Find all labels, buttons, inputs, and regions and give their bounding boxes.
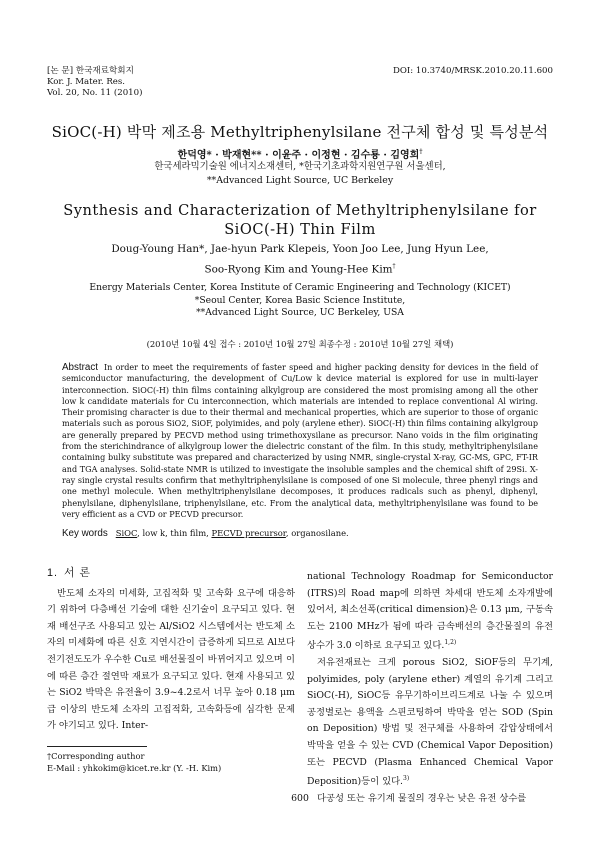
- right-column: [307, 569, 553, 808]
- abstract: [62, 362, 538, 520]
- english-authors-line-2-wrap: [0, 258, 600, 278]
- section-title: 서 론: [64, 567, 91, 579]
- english-affiliation-2: *Seoul Center, Korea Basic Science Institute,: [194, 294, 406, 306]
- intro-paragraph-2-text: 저유전재료는 크게 porous SiO2, SiOF등의 무기계, polyimides, poly (arylene ether) 계열의 유기계 그리고 SiOC(-H), SiOC등 유무기하이브리드계로 나눌 수 있으며 공정별로는 용액을 스핀코팅하여 박막을 얻는 SOD (Spin on Deposition) 방법 및 전구체를 사용하여 감압상태에서 박막을 얻을 수 있는 CVD (Chemical Vapor Deposition) 또는 PECVD (Plasma Enhanced Chemical Vapor Deposition)등이 있다.: [307, 657, 553, 788]
- english-affiliation-3: **Advanced Light Source, UC Berkeley, USA: [196, 307, 404, 318]
- english-title: [0, 202, 600, 239]
- doi: DOI: 10.3740/MRSK.2010.20.11.600: [392, 66, 553, 76]
- intro-paragraph-1-cont-text: national Technology Roadmap for Semiconductor (ITRS)의 Road map에 의하면 차세대 반도체 소자개발에 있어서, 최소선폭(critical dimension)은 0.13 μm, 구동속도는 2100 MHz가 됨에 따라 금속배선의 층간물질의 유전상수가 3.0 이하로 요구되고 있다.: [307, 571, 553, 652]
- journal-line-3: Vol. 20, No. 11 (2010): [47, 88, 143, 98]
- keyword-sioc: SiOC: [115, 528, 138, 538]
- author-email: E-Mail : yhkokim@kicet.re.kr (Y. -H. Kim): [47, 763, 222, 773]
- intro-paragraph-2: [307, 655, 553, 791]
- journal-line-2: Kor. J. Mater. Res.: [47, 77, 126, 87]
- abstract-label: Abstract: [62, 362, 98, 373]
- korean-affiliation-1: 한국세라믹기술원 에너지소재센터, *한국기초과학지원연구원 서울센터,: [154, 161, 446, 172]
- keywords-label: Key words: [62, 528, 108, 539]
- left-column: [47, 565, 295, 735]
- journal-line-1: [논 문] 한국재료학회지: [47, 66, 134, 76]
- reference-3: 3): [403, 775, 410, 783]
- korean-authors-text: 한덕영* · 박재현** · 이윤주 · 이정현 · 김수룡 · 김영희: [177, 150, 420, 161]
- english-title-line-2: SiOC(-H) Thin Film: [224, 220, 376, 238]
- page-number: 600: [291, 793, 309, 804]
- keywords-end: , organosilane.: [285, 528, 349, 538]
- korean-title: SiOC(-H) 박막 제조용 Methyltriphenylsilane 전구체 합성 및 특성분석: [51, 123, 549, 141]
- korean-authors-mark: †: [419, 148, 423, 156]
- keywords: [62, 528, 538, 539]
- english-authors-line-1: Doug-Young Han*, Jae-hyun Park Klepeis, Yoon Joo Lee, Jung Hyun Lee,: [111, 243, 489, 255]
- korean-authors: [0, 146, 600, 161]
- english-authors: [0, 241, 600, 278]
- korean-affiliations: [0, 160, 600, 187]
- english-authors-line-2: Soo-Ryong Kim and Young-Hee Kim: [204, 263, 393, 276]
- english-title-line-1: Synthesis and Characterization of Methyltriphenylsilane for: [63, 202, 537, 219]
- journal-info: [47, 66, 142, 99]
- english-affiliation-1: Energy Materials Center, Korea Institute of Ceramic Engineering and Technology (KICET): [89, 282, 511, 293]
- received-dates: (2010년 10월 4일 접수 : 2010년 10월 27일 최종수정 : 2010년 10월 27일 채택): [146, 339, 454, 349]
- intro-paragraph-1: 반도체 소자의 미세화, 고집적화 및 고속화 요구에 대응하기 위하여 다층배선 기술에 대한 신기술이 요구되고 있다. 현재 배선구조 사용되고 있는 Al/SiO2 시스템에서는 반도체 소자의 미세화에 따른 신호 지연시간이 급증하게 되므로 Al보다 전기전도도가 우수한 Cu로 배선물질이 바뀌어지고 있으며 이에 따른 층간 절연막 재료가 요구되고 있다. 현재 사용되고 있는 SiO2 박막은 유전율이 3.9~4.2로서 너무 높아 0.18 μm급 이상의 반도체 소자의 고집적화, 고속화등에 심각한 문제가 야기되고 있다. Inter-: [47, 587, 295, 732]
- english-affiliations: [0, 282, 600, 320]
- abstract-text: In order to meet the requirements of faster speed and higher packing density for devices in the field of semiconductor manufacturing, the development of Cu/Low k device material is explored for use in multi-layer interconnection. SiOC(-H) thin films containing alkylgroup are considered the most promising among all the other low k candidate materials for Cu interconnection, which materials are intended to replace conventional Al wiring. Their promising character is due to their thermal and mechanical properties, which are superior to those of organic materials such as porous SiO2, SiOF, polyimides, and poly (arylene ether). SiOC(-H) thin films containing alkylgroup are generally prepared by PECVD method using trimethoxysilane as precursor. Nano voids in the film originating from the sterichindrance of alkylgroup lower the dielectric constant of the film. In this study, methyltriphenylsilane containing bulky substitute was prepared and characterized by using NMR, single-crystal X-ray, GC-MS, GPC, FT-IR and TGA analyses. Solid-state NMR is utilized to investigate the insoluble samples and the chemical shift of 29Si. X-ray single crystal results confirm that methyltriphenylsilane is composed of one Si molecule, three phenyl rings and one methyl molecule. When methyltriphenylsilane decomposes, it produces radicals such as phenyl, diphenyl, phenylsilane, diphenylsilane, triphenylsilane, etc. From the analytical data, methyltriphenylsilane was found to be very efficient as a CVD or PECVD precursor.: [62, 363, 538, 519]
- korean-affiliation-2: **Advanced Light Source, UC Berkeley: [206, 174, 394, 186]
- intro-paragraph-1-continued: [307, 569, 553, 655]
- corresponding-author: †Corresponding author: [47, 751, 145, 761]
- footnote-rule: [47, 746, 147, 747]
- keyword-pecvd-precursor: PECVD precursor: [211, 528, 286, 538]
- english-authors-mark: †: [392, 263, 396, 270]
- keywords-mid: , low k, thin film,: [137, 528, 212, 538]
- section-heading: [47, 565, 295, 582]
- intro-paragraph-3: 다공성 또는 유기계 물질의 경우는 낮은 유전 상수를: [317, 792, 527, 804]
- reference-1-2: 1,2): [444, 639, 457, 647]
- section-number: 1.: [47, 567, 59, 579]
- footnote: [47, 750, 221, 774]
